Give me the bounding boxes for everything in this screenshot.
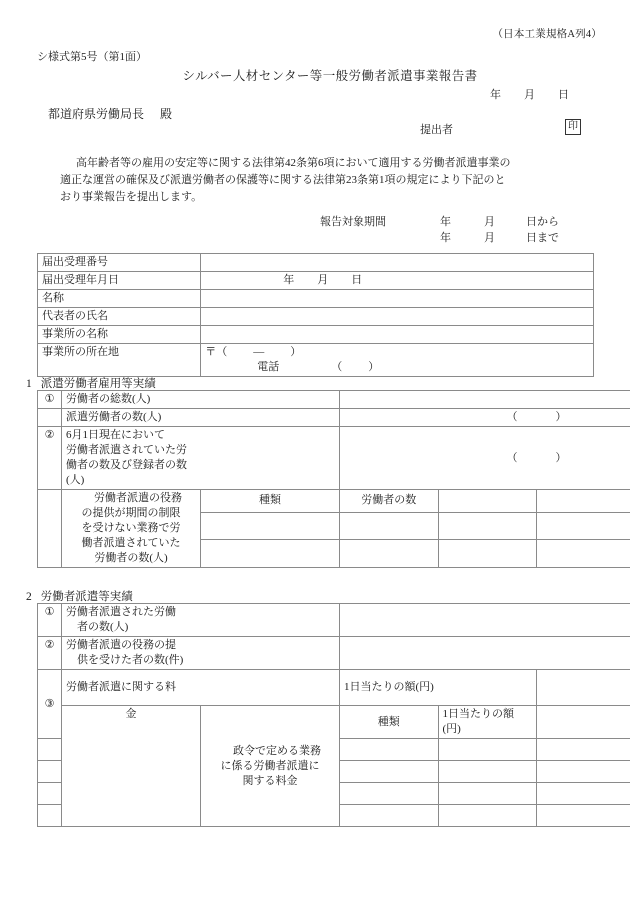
field-value-office-address[interactable]	[201, 344, 594, 377]
period-to-day: 日まで	[526, 232, 559, 244]
cell-daily-amount[interactable]	[340, 739, 439, 761]
report-period-from	[0, 214, 630, 230]
applicant-info-table	[37, 253, 594, 377]
table-row	[38, 706, 630, 739]
field-label-representative: 代表者の氏名	[38, 308, 201, 326]
section-1-heading	[26, 375, 156, 391]
section-2-heading	[26, 588, 133, 604]
item2-line-1: 6月1日現在において	[66, 429, 165, 441]
cell-rest[interactable]	[537, 761, 630, 783]
field-label-name: 名称	[38, 290, 201, 308]
cell-daily-amount[interactable]	[340, 783, 439, 805]
table-row	[38, 254, 594, 272]
item-marker-1-sub-spacer	[38, 409, 62, 427]
postal-dash: —	[253, 346, 265, 358]
cell-rest[interactable]	[537, 783, 630, 805]
postal-open: 〒（	[205, 346, 228, 358]
body-line-2: 適正な運営の確保及び派遣労働者の保護等に関する法律第23条第1項の規定により下記のと	[60, 174, 506, 186]
field-label-office-address: 事業所の所在地	[38, 344, 201, 377]
item-label-dispatched-workers: 派遣労働者の数(人)	[62, 409, 340, 427]
cell-rest[interactable]	[537, 739, 630, 761]
submission-date-year: 年	[490, 89, 501, 101]
cell-kind[interactable]	[38, 783, 62, 805]
table-row	[38, 290, 594, 308]
item2-line-2: 労働者派遣されていた労	[66, 444, 187, 456]
section-2-number: 2	[26, 591, 32, 603]
cell-narrow[interactable]	[438, 739, 537, 761]
item2-line-3: 働者の数及び登録者の数	[66, 459, 187, 471]
cell-narrow[interactable]	[438, 761, 537, 783]
cell-narrow[interactable]	[438, 512, 537, 540]
s2-item3-line-1-marker: ③	[44, 697, 55, 710]
column-header-rest	[537, 490, 630, 513]
nested-label-designated-work-fee	[201, 706, 340, 827]
postal-code-line	[205, 345, 589, 360]
addressee-honorific: 殿	[160, 107, 173, 121]
table-row	[38, 344, 594, 377]
column-header-daily-amount: 1日当たりの額(円)	[438, 706, 537, 739]
item-value-june-status[interactable]	[340, 427, 630, 490]
form-number: シ様式第5号（第1面）	[37, 51, 147, 63]
period-from-day: 日から	[526, 216, 559, 228]
table-row	[38, 409, 630, 427]
postal-close: ）	[290, 346, 302, 358]
s2-item1-line-1: 労働者派遣された労働	[66, 606, 176, 618]
cell-narrow[interactable]	[438, 540, 537, 568]
section-1-number: 1	[26, 378, 32, 390]
item-marker-3	[38, 670, 62, 739]
table-row	[38, 391, 630, 409]
column-header-kind: 種類	[201, 490, 340, 513]
table-row	[38, 427, 630, 490]
item-marker-1: ①	[38, 604, 62, 637]
period-from-year: 年	[440, 216, 451, 228]
cell-daily-amount[interactable]	[340, 761, 439, 783]
nested-line-3: を受けない業務で労	[81, 522, 181, 534]
section-1-title: 派遣労働者雇用等実績	[40, 378, 156, 390]
period-to-year: 年	[440, 232, 451, 244]
nested-label-unrestricted-work	[62, 490, 201, 568]
s2-nested-line-1: 政令で定める業務	[233, 744, 321, 757]
paren-close: ）	[555, 451, 567, 464]
cell-narrow[interactable]	[438, 805, 537, 827]
cell-narrow[interactable]	[438, 783, 537, 805]
section-2-title: 労働者派遣等実績	[40, 591, 133, 603]
s2-item3-line-1: 労働者派遣に関する料	[66, 681, 176, 693]
paren-open: （	[506, 411, 518, 423]
table-row	[38, 326, 594, 344]
item-marker-2: ②	[38, 637, 62, 670]
table-row	[38, 637, 630, 670]
submitter-row	[0, 121, 630, 137]
s2-nested-line-2: に係る労働者派遣に	[220, 759, 320, 772]
submission-date-day: 日	[558, 89, 569, 101]
item-label-june-status	[62, 427, 340, 490]
item-marker-3-cont	[62, 706, 201, 827]
field-value-representative[interactable]	[201, 308, 594, 326]
nested-line-5: 労働者の数(人)	[94, 552, 168, 564]
item-value-client-count[interactable]	[340, 637, 630, 670]
addressee-name: 都道府県労働局長	[48, 107, 145, 121]
cell-worker-count[interactable]	[340, 540, 439, 568]
cell-kind[interactable]	[201, 512, 340, 540]
column-header-narrow	[438, 490, 537, 513]
nested-line-1: 労働者派遣の役務	[94, 492, 182, 504]
receipt-date-year: 年	[283, 274, 295, 286]
jis-standard-note: （日本工業規格A列4）	[492, 29, 602, 40]
field-value-office-name[interactable]	[201, 326, 594, 344]
cell-kind[interactable]	[38, 805, 62, 827]
s2-item1-line-2: 者の数(人)	[77, 621, 129, 633]
receipt-date-month: 月	[317, 274, 329, 286]
nested-indent-spacer	[38, 490, 62, 568]
fee-head-narrow[interactable]	[537, 670, 630, 706]
item-marker-1: ①	[38, 391, 62, 409]
table-row	[38, 308, 594, 326]
item-value-total-workers[interactable]	[340, 391, 630, 409]
item-label-client-count	[62, 637, 340, 670]
s2-item2-line-2: 供を受けた者の数(件)	[77, 654, 184, 666]
period-to-month: 月	[484, 232, 495, 244]
section-1-table	[37, 390, 630, 568]
body-line-1: 高年齢者等の雇用の安定等に関する法律第42条第6項において適用する労働者派遣事業の	[76, 157, 511, 169]
cell-daily-amount[interactable]	[340, 805, 439, 827]
field-label-receipt-number: 届出受理番号	[38, 254, 201, 272]
cell-kind[interactable]	[201, 540, 340, 568]
report-period-label: 報告対象期間	[320, 216, 386, 228]
section-2-table	[37, 603, 630, 827]
field-label-office-name: 事業所の名称	[38, 326, 201, 344]
item-label-total-workers: 労働者の総数(人)	[62, 391, 340, 409]
column-header-narrow	[537, 706, 630, 739]
submitter-label: 提出者	[420, 124, 453, 136]
field-value-receipt-date[interactable]	[201, 272, 594, 290]
nested-line-4: 働者派遣されていた	[81, 537, 181, 549]
telephone-open: （	[331, 361, 343, 373]
body-paragraph	[60, 155, 580, 206]
column-header-kind: 種類	[340, 706, 439, 739]
column-header-worker-count: 労働者の数	[340, 490, 439, 513]
submission-date-month: 月	[524, 89, 535, 101]
cell-rest[interactable]	[537, 805, 630, 827]
page-title: シルバー人材センター等一般労働者派遣事業報告書	[182, 69, 478, 83]
cell-kind[interactable]	[38, 739, 62, 761]
receipt-date-inline	[205, 274, 362, 286]
item-value-dispatched-workers[interactable]	[340, 409, 630, 427]
item-label-daily-amount: 1日当たりの額(円)	[340, 670, 537, 706]
paren-open: （	[506, 451, 518, 464]
table-row	[38, 490, 630, 513]
table-row	[38, 272, 594, 290]
field-label-receipt-date: 届出受理年月日	[38, 272, 201, 290]
cell-rest[interactable]	[537, 512, 630, 540]
cell-kind[interactable]	[38, 761, 62, 783]
table-row	[38, 670, 630, 706]
item-marker-2: ②	[38, 427, 62, 490]
cell-rest[interactable]	[537, 540, 630, 568]
s2-item2-line-1: 労働者派遣の役務の提	[66, 639, 176, 651]
s2-item3-line-2: 金	[125, 708, 137, 720]
s2-nested-line-3: 関する料金	[242, 774, 298, 787]
addressee	[48, 105, 172, 122]
table-row	[38, 604, 630, 637]
item2-line-4: (人)	[66, 474, 85, 486]
telephone-close: ）	[368, 361, 380, 373]
report-period-to	[0, 230, 630, 246]
telephone-line	[205, 360, 589, 375]
item-label-dispatch-fee	[62, 670, 340, 706]
item-label-dispatched-count	[62, 604, 340, 637]
field-value-receipt-number[interactable]	[201, 254, 594, 272]
receipt-date-day: 日	[351, 274, 363, 286]
field-value-name[interactable]	[201, 290, 594, 308]
cell-worker-count[interactable]	[340, 512, 439, 540]
item-value-dispatched-count[interactable]	[340, 604, 630, 637]
period-from-month: 月	[484, 216, 495, 228]
paren-close: ）	[555, 411, 567, 423]
nested-line-2: の提供が期間の制限	[81, 507, 181, 519]
telephone-label: 電話	[257, 361, 280, 373]
seal-stamp-box: 印	[565, 119, 581, 135]
body-line-3: おり事業報告を提出します。	[60, 191, 203, 203]
